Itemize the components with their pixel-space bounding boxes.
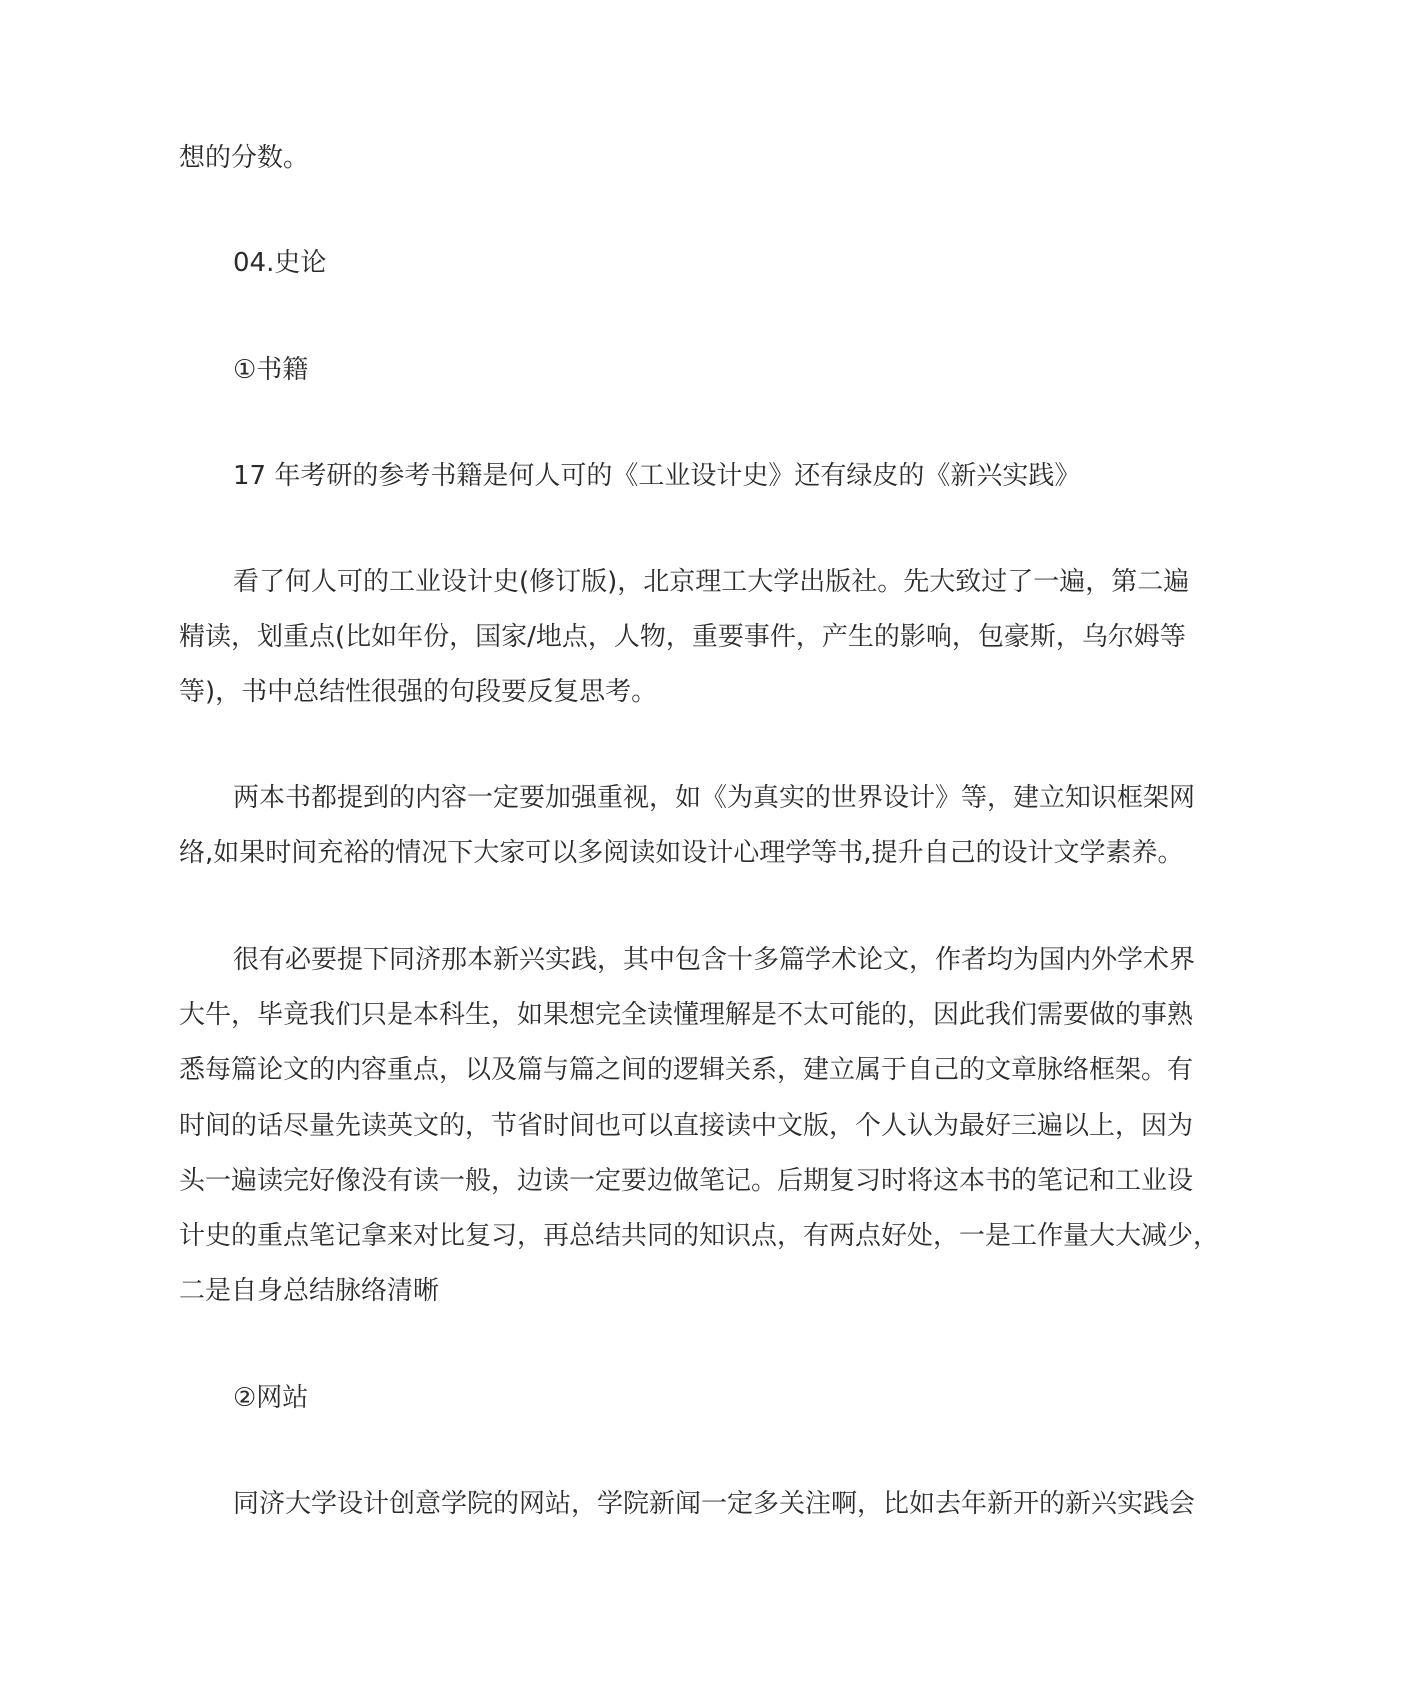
paragraph-line: 想的分数。 bbox=[179, 143, 310, 173]
paragraph-line: 头一遍读完好像没有读一般，边读一定要边做笔记。后期复习时将这本书的笔记和工业设 bbox=[179, 1166, 1194, 1196]
paragraph-line: 二是自身总结脉络清晰 bbox=[179, 1276, 440, 1306]
paragraph-line: 大牛，毕竟我们只是本科生，如果想完全读懂理解是不太可能的，因此我们需要做的事熟 bbox=[179, 1000, 1194, 1030]
subsection-heading: ①书籍 bbox=[233, 355, 309, 385]
subsection-heading: ②网站 bbox=[233, 1383, 309, 1413]
paragraph-line: 时间的话尽量先读英文的，节省时间也可以直接读中文版，个人认为最好三遍以上，因为 bbox=[179, 1111, 1194, 1141]
paragraph-line: 同济大学设计创意学院的网站，学院新闻一定多关注啊，比如去年新开的新兴实践会 bbox=[233, 1489, 1196, 1519]
paragraph-line: 两本书都提到的内容一定要加强重视，如《为真实的世界设计》等，建立知识框架网 bbox=[233, 783, 1196, 813]
paragraph-line: 看了何人可的工业设计史(修订版)，北京理工大学出版社。先大致过了一遍，第二遍 bbox=[233, 567, 1190, 597]
paragraph-line: 17 年考研的参考书籍是何人可的《工业设计史》还有绿皮的《新兴实践》 bbox=[233, 461, 1081, 491]
paragraph-line: 很有必要提下同济那本新兴实践，其中包含十多篇学术论文，作者均为国内外学术界 bbox=[233, 945, 1196, 975]
section-heading: 04.史论 bbox=[233, 248, 327, 278]
paragraph-line: 精读，划重点(比如年份，国家/地点，人物，重要事件，产生的影响，包豪斯，乌尔姆等 bbox=[179, 622, 1186, 652]
paragraph-line: 悉每篇论文的内容重点，以及篇与篇之间的逻辑关系，建立属于自己的文章脉络框架。有 bbox=[179, 1055, 1194, 1085]
paragraph-line: 络,如果时间充裕的情况下大家可以多阅读如设计心理学等书,提升自己的设计文学素养。 bbox=[179, 838, 1184, 868]
paragraph-line: 等)，书中总结性很强的句段要反复思考。 bbox=[179, 677, 658, 707]
paragraph-line: 计史的重点笔记拿来对比复习，再总结共同的知识点，有两点好处，一是工作量大大减少， bbox=[179, 1221, 1220, 1251]
